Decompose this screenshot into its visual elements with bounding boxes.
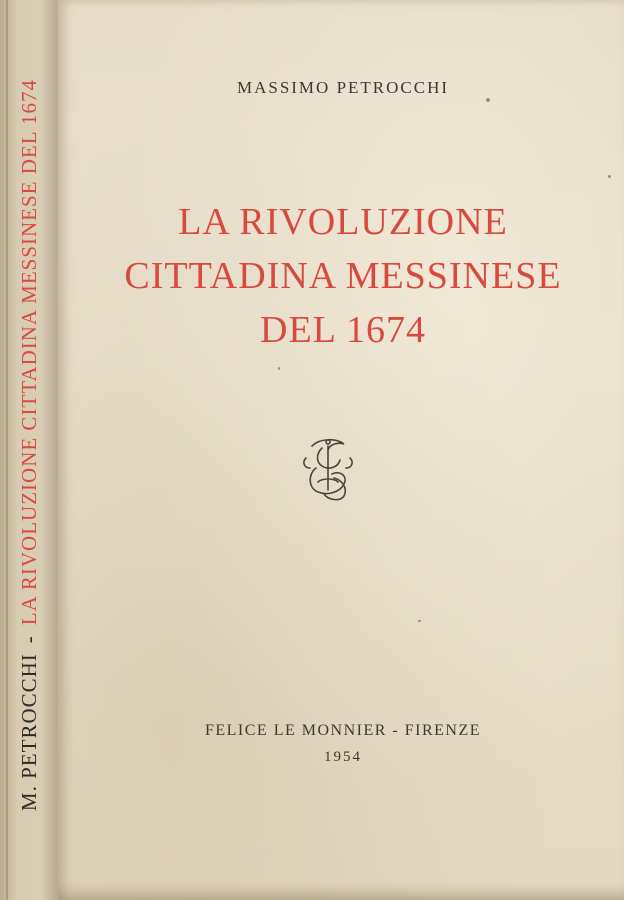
cover-publisher: FELICE LE MONNIER - FIRENZE (204, 722, 482, 739)
cover-edge (58, 882, 624, 900)
spine-separator: - (16, 635, 41, 644)
paper-speck (278, 367, 280, 370)
spine-text (14, 65, 44, 825)
cover-title (118, 195, 568, 357)
cover-year: 1954 (324, 749, 362, 765)
cover-author: MASSIMO PETROCCHI (236, 78, 450, 97)
title-line: DEL 1674 (260, 309, 426, 351)
book-cover (58, 0, 624, 900)
book-spine (0, 0, 58, 900)
publisher-monogram-icon (298, 432, 358, 504)
title-line: LA RIVOLUZIONE (178, 201, 508, 243)
paper-speck (486, 98, 490, 102)
title-line: CITTADINA MESSINESE (124, 255, 562, 297)
paper-speck (418, 620, 421, 622)
spine-author: M. PETROCCHI (16, 653, 41, 812)
paper-speck (608, 175, 611, 178)
spine-title: LA RIVOLUZIONE CITTADINA MESSINESE DEL 1674 (16, 78, 41, 626)
